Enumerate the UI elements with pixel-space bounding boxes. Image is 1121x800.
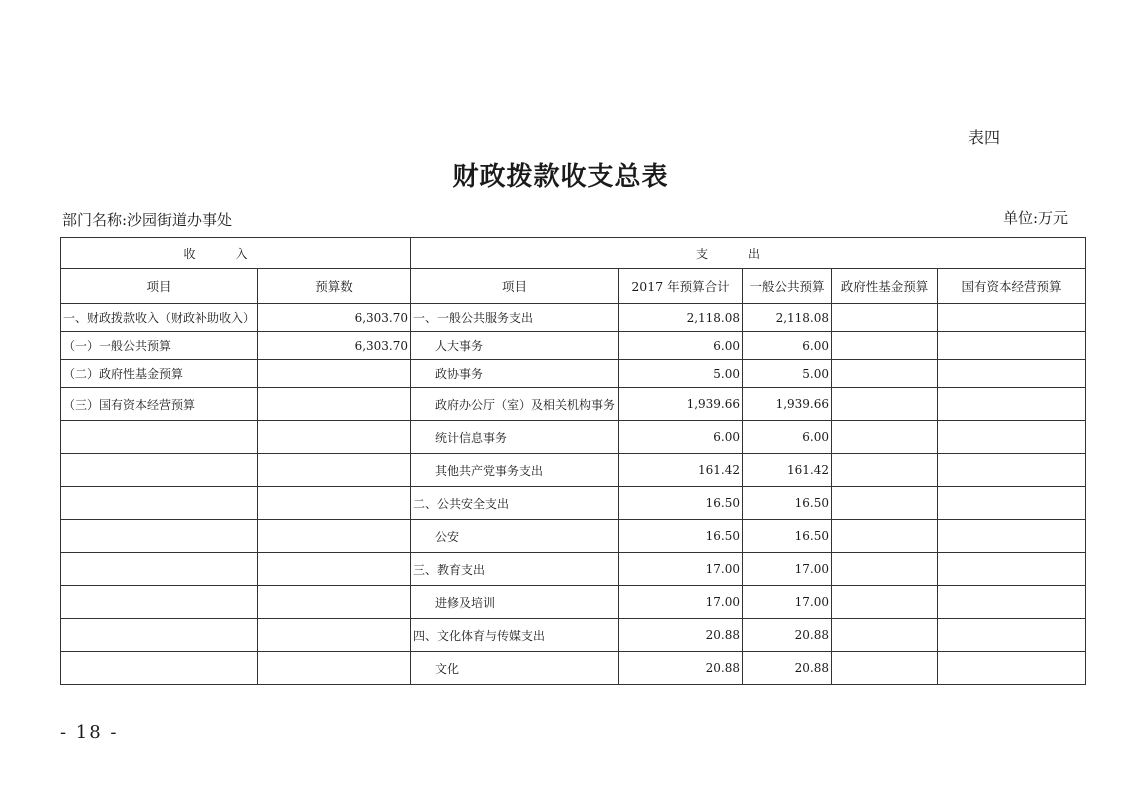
capital-amount: [938, 454, 1086, 487]
expense-item: 政协事务: [411, 360, 619, 388]
capital-amount: [938, 421, 1086, 454]
table-row: [61, 553, 1086, 586]
income-item: [61, 421, 258, 454]
general-amount: 17.00: [743, 586, 832, 619]
table-row: [61, 487, 1086, 520]
income-amount: 6,303.70: [258, 332, 411, 360]
income-item: [61, 619, 258, 652]
fund-amount: [832, 520, 938, 553]
section-header-row: [61, 238, 1086, 269]
income-item: [61, 487, 258, 520]
general-amount: 16.50: [743, 520, 832, 553]
total-amount: 5.00: [619, 360, 743, 388]
income-section-header: 收入: [61, 238, 411, 269]
table-row: [61, 520, 1086, 553]
col-fund-budget: 政府性基金预算: [832, 269, 938, 304]
expense-item: 三、教育支出: [411, 553, 619, 586]
capital-amount: [938, 388, 1086, 421]
col-general-budget: 一般公共预算: [743, 269, 832, 304]
income-amount: [258, 520, 411, 553]
table-row: [61, 360, 1086, 388]
col-income-item: 项目: [61, 269, 258, 304]
capital-amount: [938, 360, 1086, 388]
expense-item: 统计信息事务: [411, 421, 619, 454]
expense-item: 人大事务: [411, 332, 619, 360]
table-row: [61, 586, 1086, 619]
general-amount: 20.88: [743, 652, 832, 685]
capital-amount: [938, 332, 1086, 360]
general-amount: 16.50: [743, 487, 832, 520]
capital-amount: [938, 586, 1086, 619]
table-number: 表四: [968, 128, 1001, 147]
total-amount: 1,939.66: [619, 388, 743, 421]
fund-amount: [832, 304, 938, 332]
fund-amount: [832, 619, 938, 652]
capital-amount: [938, 487, 1086, 520]
page-title: 财政拨款收支总表: [452, 162, 669, 192]
fund-amount: [832, 553, 938, 586]
table-row: [61, 332, 1086, 360]
col-capital-budget: 国有资本经营预算: [938, 269, 1086, 304]
total-amount: 20.88: [619, 652, 743, 685]
unit-label: 单位:万元: [1002, 209, 1068, 227]
fund-amount: [832, 454, 938, 487]
table-row: [61, 304, 1086, 332]
col-total-2017: 2017 年预算合计: [619, 269, 743, 304]
table-row: [61, 421, 1086, 454]
page-number: - 18 -: [60, 722, 119, 743]
total-amount: 6.00: [619, 421, 743, 454]
capital-amount: [938, 304, 1086, 332]
capital-amount: [938, 652, 1086, 685]
general-amount: 6.00: [743, 332, 832, 360]
income-amount: [258, 360, 411, 388]
total-amount: 161.42: [619, 454, 743, 487]
income-amount: [258, 454, 411, 487]
general-amount: 161.42: [743, 454, 832, 487]
capital-amount: [938, 619, 1086, 652]
total-amount: 16.50: [619, 520, 743, 553]
income-amount: 6,303.70: [258, 304, 411, 332]
general-amount: 1,939.66: [743, 388, 832, 421]
table-row: [61, 454, 1086, 487]
income-item: [61, 553, 258, 586]
expense-item: 二、公共安全支出: [411, 487, 619, 520]
budget-table: [60, 237, 1086, 685]
fund-amount: [832, 360, 938, 388]
income-item: （一）一般公共预算: [61, 332, 258, 360]
column-header-row: [61, 269, 1086, 304]
expense-item: 一、一般公共服务支出: [411, 304, 619, 332]
fund-amount: [832, 332, 938, 360]
capital-amount: [938, 520, 1086, 553]
col-income-amount: 预算数: [258, 269, 411, 304]
general-amount: 2,118.08: [743, 304, 832, 332]
fund-amount: [832, 421, 938, 454]
general-amount: 20.88: [743, 619, 832, 652]
income-amount: [258, 421, 411, 454]
general-amount: 17.00: [743, 553, 832, 586]
income-amount: [258, 652, 411, 685]
total-amount: 20.88: [619, 619, 743, 652]
expense-item: 其他共产党事务支出: [411, 454, 619, 487]
general-amount: 6.00: [743, 421, 832, 454]
table-row: [61, 388, 1086, 421]
income-amount: [258, 619, 411, 652]
fund-amount: [832, 388, 938, 421]
income-item: [61, 520, 258, 553]
income-amount: [258, 553, 411, 586]
total-amount: 17.00: [619, 586, 743, 619]
total-amount: 2,118.08: [619, 304, 743, 332]
fund-amount: [832, 487, 938, 520]
total-amount: 17.00: [619, 553, 743, 586]
total-amount: 16.50: [619, 487, 743, 520]
income-item: （二）政府性基金预算: [61, 360, 258, 388]
fund-amount: [832, 586, 938, 619]
income-item: [61, 652, 258, 685]
income-item: [61, 454, 258, 487]
general-amount: 5.00: [743, 360, 832, 388]
income-amount: [258, 388, 411, 421]
table-row: [61, 619, 1086, 652]
capital-amount: [938, 553, 1086, 586]
expense-item: 进修及培训: [411, 586, 619, 619]
expense-item: 四、文化体育与传媒支出: [411, 619, 619, 652]
table-body: [61, 304, 1086, 685]
expense-item: 公安: [411, 520, 619, 553]
income-item: 一、财政拨款收入（财政补助收入）: [61, 304, 258, 332]
income-amount: [258, 487, 411, 520]
col-expense-item: 项目: [411, 269, 619, 304]
income-item: （三）国有资本经营预算: [61, 388, 258, 421]
expense-section-header: 支出: [411, 238, 1086, 269]
income-amount: [258, 586, 411, 619]
fund-amount: [832, 652, 938, 685]
department-name: 部门名称:沙园街道办事处: [62, 211, 233, 229]
expense-item: 文化: [411, 652, 619, 685]
table-row: [61, 652, 1086, 685]
expense-item: 政府办公厅（室）及相关机构事务: [411, 388, 619, 421]
total-amount: 6.00: [619, 332, 743, 360]
income-item: [61, 586, 258, 619]
